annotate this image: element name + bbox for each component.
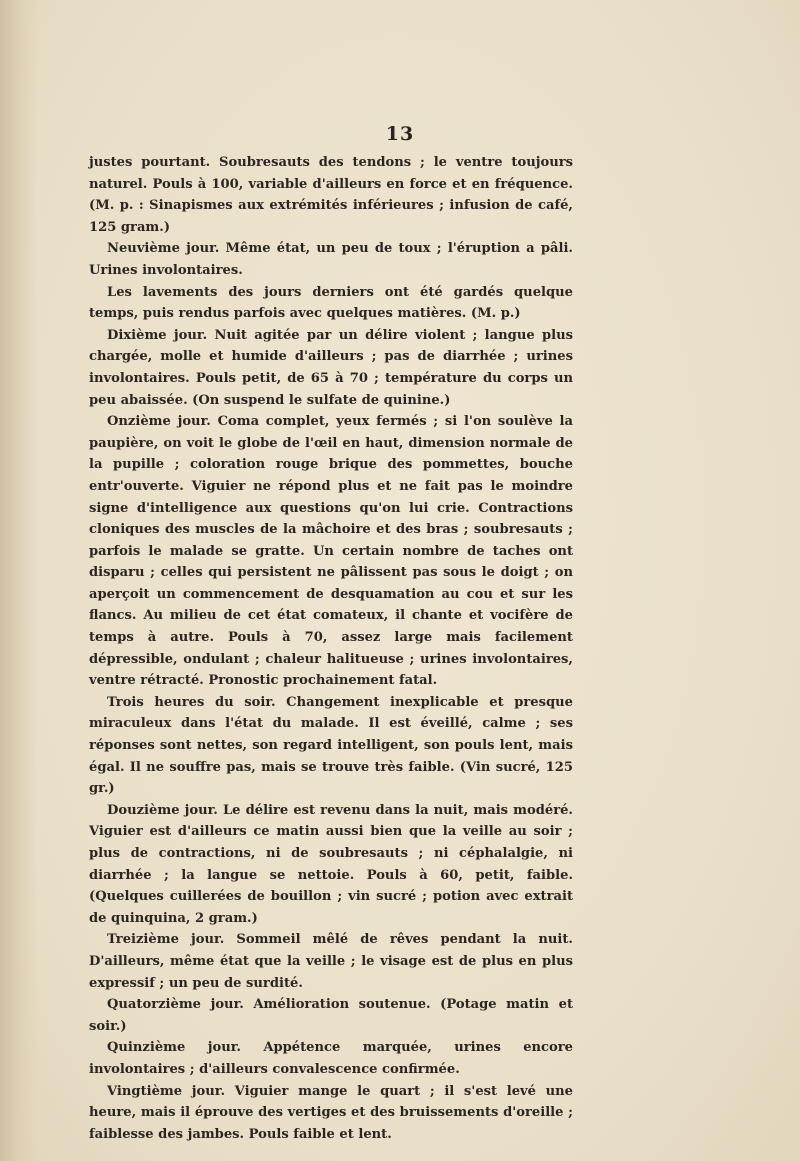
- paragraph-fifteenth-day: Quinzième jour. Appétence marquée, urines encore involontaires ; d'ailleurs convalescence confirmée.: [89, 1040, 573, 1077]
- paragraph-continuation: justes pourtant. Soubresauts des tendons ; le ventre toujours naturel. Pouls à 100, variable d'ailleurs en force et en fréquence. (M. p. : Sinapismes aux extrémités inférieures ; infusion de café, 125 gram.): [89, 155, 573, 235]
- page-gutter-shadow: [0, 0, 38, 1161]
- paragraph-twelfth-day: Douzième jour. Le délire est revenu dans la nuit, mais modéré. Viguier est d'ailleurs ce matin aussi bien que la veille au soir ; plus de contractions, ni de soubresauts ; ni céphalalgie, ni diarrhée ; la langue se nettoie. Pouls à 60, petit, faible. (Quelques cuillerées de bouillon ; vin sucré ; potion avec extrait de quinquina, 2 gram.): [89, 802, 573, 926]
- page-number: 13: [385, 123, 415, 145]
- paragraph-tenth-day: Dixième jour. Nuit agitée par un délire violent ; langue plus chargée, molle et humide d'ailleurs ; pas de diarrhée ; urines involontaires. Pouls petit, de 65 à 70 ; température du corps un peu abaissée. (On suspend le sulfate de quinine.): [89, 327, 573, 408]
- paragraph-ninth-day: Neuvième jour. Même état, un peu de toux ; l'éruption a pâli. Urines involontaires.: [89, 241, 573, 278]
- paragraph-twentieth-day: Vingtième jour. Viguier mange le quart ; il s'est levé une heure, mais il éprouve des vertiges et des bruissements d'oreille ; faiblesse des jambes. Pouls faible et lent.: [89, 1083, 573, 1142]
- body-text: [89, 152, 573, 1145]
- paragraph-enemas: Les lavements des jours derniers ont été gardés quelque temps, puis rendus parfois avec quelques matières. (M. p.): [89, 284, 573, 322]
- paragraph-thirteenth-day: Treizième jour. Sommeil mêlé de rêves pendant la nuit. D'ailleurs, même état que la veille ; le visage est de plus en plus expressif ; un peu de surdité.: [89, 932, 573, 991]
- paragraph-three-pm: Trois heures du soir. Changement inexplicable et presque miraculeux dans l'état du malade. Il est éveillé, calme ; ses réponses sont nettes, son regard intelligent, son pouls lent, mais égal. Il ne souffre pas, mais se trouve très faible. (Vin sucré, 125 gr.): [89, 694, 573, 797]
- paragraph-eleventh-day: Onzième jour. Coma complet, yeux fermés ; si l'on soulève la paupière, on voit le globe de l'œil en haut, dimension normale de la pupille ; coloration rouge brique des pommettes, bouche entr'ouverte. Viguier ne répond plus et ne fait pas le moindre signe d'intelligence aux questions qu'on lui crie. Contractions cloniques des muscles de la mâchoire et des bras ; soubresauts ; parfois le malade se gratte. Un certain nombre de taches ont disparu ; celles qui persistent ne pâlissent pas sous le doigt ; on aperçoit un commencement de desquamation au cou et sur les flancs. Au milieu de cet état comateux, il chante et vocifère de temps à autre. Pouls à 70, assez large mais facilement dépressible, ondulant ; chaleur halitueuse ; urines involontaires, ventre rétracté. Pronostic prochainement fatal.: [89, 414, 573, 689]
- paragraph-fourteenth-day: Quatorzième jour. Amélioration soutenue. (Potage matin et soir.): [89, 997, 573, 1034]
